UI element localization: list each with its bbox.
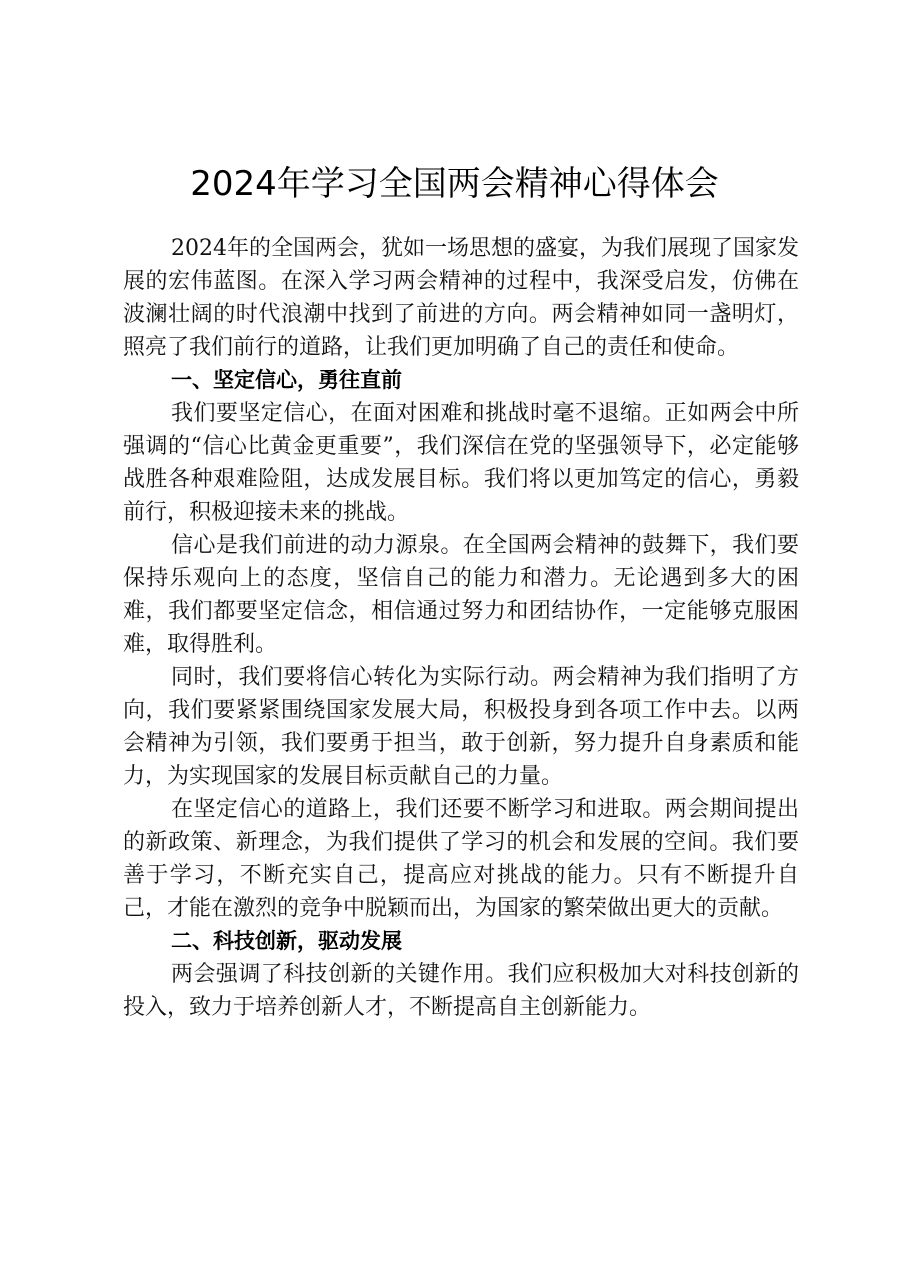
intro-paragraph: 2024年的全国两会，犹如一场思想的盛宴，为我们展现了国家发展的宏伟蓝图。在深入学习两会精神的过程中，我深受启发，仿佛在波澜壮阔的时代浪潮中找到了前进的方向。两会精神如同一盏明灯，照亮了我们前行的道路，让我们更加明确了自己的责任和使命。 <box>123 236 799 360</box>
section-heading-1: 一、坚定信心，勇往直前 <box>171 368 402 392</box>
document-title: 2024年学习全国两会精神心得体会 <box>190 164 719 204</box>
section2-paragraph-1: 两会强调了科技创新的关键作用。我们应积极加大对科技创新的投入，致力于培养创新人才，不断提高自主创新能力。 <box>123 962 799 1020</box>
section1-paragraph-2: 信心是我们前进的动力源泉。在全国两会精神的鼓舞下，我们要保持乐观向上的态度，坚信自己的能力和潜力。无论遇到多大的困难，我们都要坚定信念，相信通过努力和团结协作，一定能够克服困难，取得胜利。 <box>123 533 799 657</box>
document-body <box>123 232 799 1024</box>
section1-paragraph-3: 同时，我们要将信心转化为实际行动。两会精神为我们指明了方向，我们要紧紧围绕国家发展大局，积极投身到各项工作中去。以两会精神为引领，我们要勇于担当，敢于创新，努力提升自身素质和能力，为实现国家的发展目标贡献自己的力量。 <box>123 665 799 789</box>
section1-paragraph-4: 在坚定信心的道路上，我们还要不断学习和进取。两会期间提出的新政策、新理念，为我们提供了学习的机会和发展的空间。我们要善于学习，不断充实自己，提高应对挑战的能力。只有不断提升自己，才能在激烈的竞争中脱颖而出，为国家的繁荣做出更大的贡献。 <box>123 797 799 921</box>
section-heading-2: 二、科技创新，驱动发展 <box>171 929 402 953</box>
section1-paragraph-1: 我们要坚定信心，在面对困难和挑战时毫不退缩。正如两会中所强调的“信心比黄金更重要”，我们深信在党的坚强领导下，必定能够战胜各种艰难险阻，达成发展目标。我们将以更加笃定的信心，勇毅前行，积极迎接未来的挑战。 <box>123 401 799 525</box>
